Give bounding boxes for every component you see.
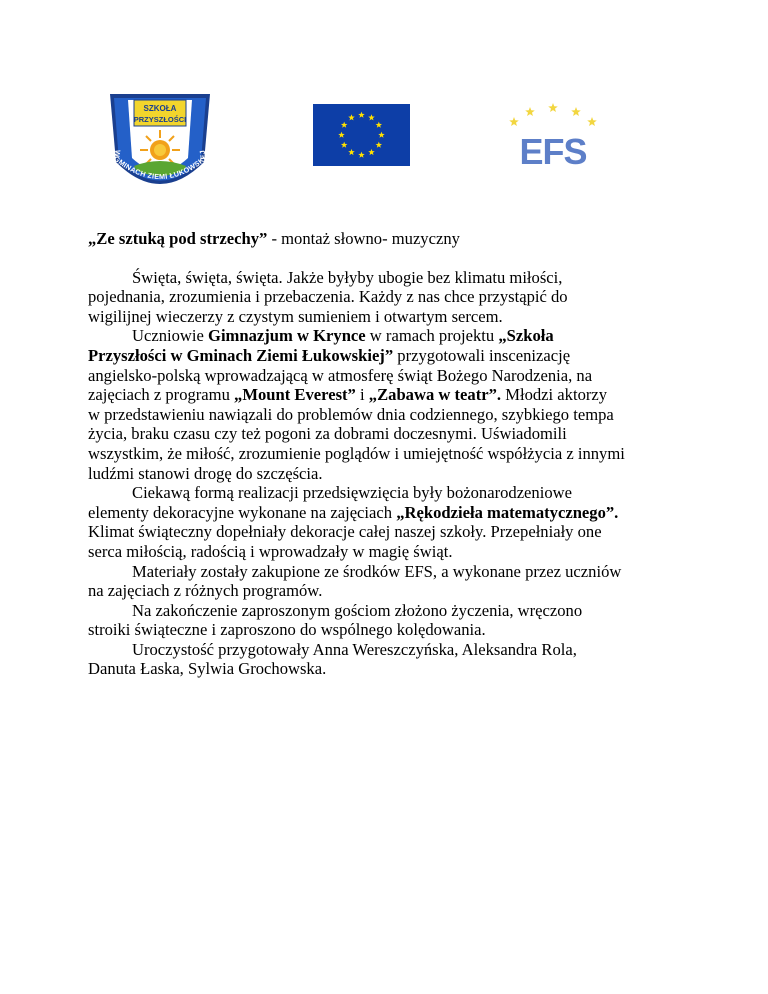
text-run: Materiały zostały zakupione ze środków EFS, a wykonane przez uczniów	[132, 561, 622, 581]
text-run: Młodzi aktorzy	[501, 385, 608, 405]
text-run: pojednania, zrozumienia i przebaczenia. Każdy z nas chce przystąpić do	[88, 287, 568, 307]
paragraph-line	[88, 366, 688, 386]
text-run: zajęciach z programu	[88, 385, 235, 405]
paragraph-line	[88, 581, 688, 601]
paragraphs	[88, 268, 688, 679]
efs-logo	[500, 100, 606, 170]
paragraph-line	[88, 483, 688, 503]
text-run: angielsko-polską wprowadzającą w atmosferę świąt Bożego Narodzenia, na	[88, 365, 593, 385]
paragraph-line	[88, 326, 688, 346]
emblem-banner-line2: PRZYSZŁOŚCI	[133, 115, 187, 124]
paragraph-line	[88, 444, 688, 464]
title-bold: „Ze sztuką pod strzechy”	[88, 229, 268, 248]
paragraph-line	[88, 307, 688, 327]
paragraph-line	[88, 287, 688, 307]
emblem-ring-text: W GMINACH ZIEMI ŁUKOWSKIEJ	[112, 149, 209, 182]
text-run: w ramach projektu	[365, 326, 499, 346]
paragraph-line	[88, 601, 688, 621]
efs-stars	[509, 103, 597, 126]
bold-text: „Szkoła	[498, 326, 554, 346]
paragraph-line	[88, 620, 688, 640]
eu-flag-logo	[313, 104, 410, 166]
text-run: wszystkim, że miłość, zrozumienie poglądów i umiejętność współżycia z innymi	[88, 443, 625, 463]
paragraph-line	[88, 562, 688, 582]
paragraph-line	[88, 385, 688, 405]
text-run: Klimat świąteczny dopełniały dekoracje całej naszej szkoły. Przepełniały one	[88, 522, 602, 542]
text-run: Uroczystość przygotowały Anna Wereszczyńska, Aleksandra Rola,	[132, 639, 577, 659]
paragraph	[88, 562, 688, 601]
text-run: wigilijnej wieczerzy z czystym sumieniem i otwartym sercem.	[88, 306, 503, 326]
paragraph-line	[88, 640, 688, 660]
paragraph-line	[88, 464, 688, 484]
paragraph-line	[88, 424, 688, 444]
text-run: Ciekawą formą realizacji przedsięwzięcia były bożonarodzeniowe	[132, 483, 572, 503]
text-run: serca miłością, radością i wprowadzały w magię świąt.	[88, 541, 453, 561]
text-run: w przedstawieniu nawiązali do problemów dnia codziennego, szybkiego tempa	[88, 404, 614, 424]
text-run: ludźmi stanowi drogę do szczęścia.	[88, 463, 323, 483]
paragraph-line	[88, 542, 688, 562]
star-icon	[509, 117, 519, 126]
text-run: i	[355, 385, 369, 405]
efs-logo-text: EFS	[519, 131, 587, 170]
school-emblem-logo	[100, 86, 220, 204]
document-body	[88, 229, 688, 679]
paragraph-line	[88, 405, 688, 425]
text-run: Danuta Łaska, Sylwia Grochowska.	[88, 659, 327, 679]
text-run: przygotowali inscenizację	[393, 345, 571, 365]
bold-text: „Rękodzieła matematycznego”.	[396, 502, 619, 522]
text-run: na zajęciach z różnych programów.	[88, 581, 323, 601]
text-run: Uczniowie	[132, 326, 209, 346]
paragraph-line	[88, 659, 688, 679]
paragraph	[88, 640, 688, 679]
star-icon	[571, 107, 581, 116]
bold-text: „Mount Everest”	[234, 385, 356, 405]
bold-text: „Zabawa w teatr”.	[368, 385, 502, 405]
paragraph-line	[88, 346, 688, 366]
paragraph	[88, 326, 688, 483]
text-run: stroiki świąteczne i zaproszono do wspólnego kolędowania.	[88, 620, 486, 640]
star-icon	[525, 107, 535, 116]
document-title	[88, 229, 688, 249]
star-icon	[548, 103, 558, 112]
title-rest: - montaż słowno- muzyczny	[267, 229, 460, 248]
paragraph	[88, 483, 688, 561]
bold-text: Przyszłości w Gminach Ziemi Łukowskiej”	[88, 345, 394, 365]
bold-text: Gimnazjum w Krynce	[208, 326, 366, 346]
paragraph	[88, 268, 688, 327]
text-run: Święta, święta, święta. Jakże byłyby ubogie bez klimatu miłości,	[132, 267, 563, 287]
paragraph-line	[88, 522, 688, 542]
text-run: elementy dekoracyjne wykonane na zajęciach	[88, 502, 397, 522]
star-icon	[587, 117, 597, 126]
paragraph	[88, 601, 688, 640]
text-run: życia, braku czasu czy też pogoni za dobrami doczesnymi. Uświadomili	[88, 424, 567, 444]
paragraph-line	[88, 268, 688, 288]
text-run: Na zakończenie zaproszonym gościom złożono życzenia, wręczono	[132, 600, 583, 620]
paragraph-line	[88, 503, 688, 523]
emblem-banner-line1: SZKOŁA	[143, 104, 177, 113]
